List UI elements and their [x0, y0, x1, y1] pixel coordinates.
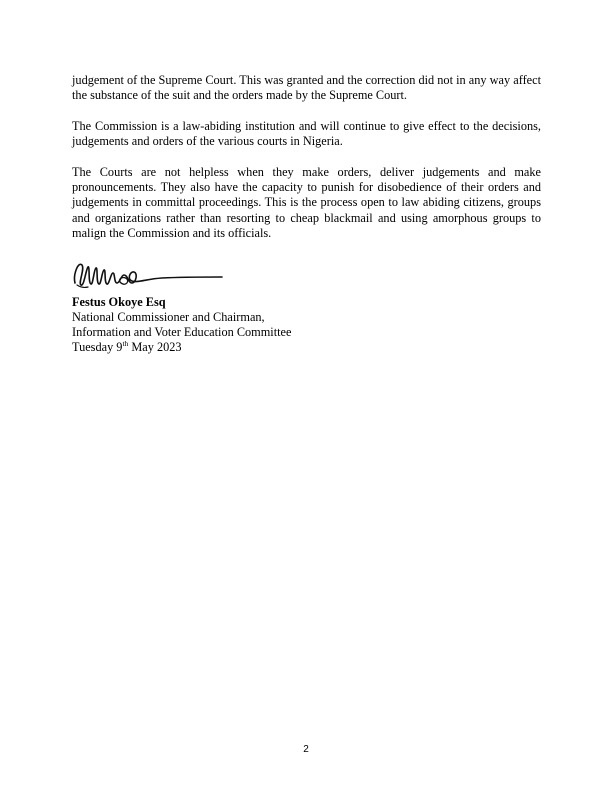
- date-suffix: May 2023: [128, 340, 182, 355]
- signature-block: [72, 295, 541, 356]
- handwritten-signature: [72, 257, 224, 295]
- document-body: [72, 73, 541, 356]
- paragraph-courts-capacity: The Courts are not helpless when they make orders, deliver judgements and make pronouncements. They also have the capacity to punish for disobedience of their orders and judgements in committal proceedings. This is the process open to law abiding citizens, groups and organizations rather than resorting to cheap blackmail and using amorphous groups to malign the Commission and its officials.: [72, 164, 541, 240]
- page-number: 2: [303, 744, 309, 755]
- signatory-title-line-2: Information and Voter Education Committee: [72, 325, 292, 340]
- paragraph-supreme-court-correction: judgement of the Supreme Court. This was granted and the correction did not in any way affect the substance of the suit and the orders made by the Supreme Court.: [72, 73, 541, 103]
- paragraph-commission-law-abiding: The Commission is a law-abiding institution and will continue to give effect to the decisions, judgements and orders of the various courts in Nigeria.: [72, 118, 541, 149]
- date-superscript: th: [122, 339, 129, 349]
- signature-date: [72, 340, 541, 355]
- date-prefix: Tuesday 9: [72, 340, 123, 355]
- signatory-title-line-1: National Commissioner and Chairman,: [72, 309, 265, 324]
- signatory-name: Festus Okoye Esq: [72, 294, 166, 309]
